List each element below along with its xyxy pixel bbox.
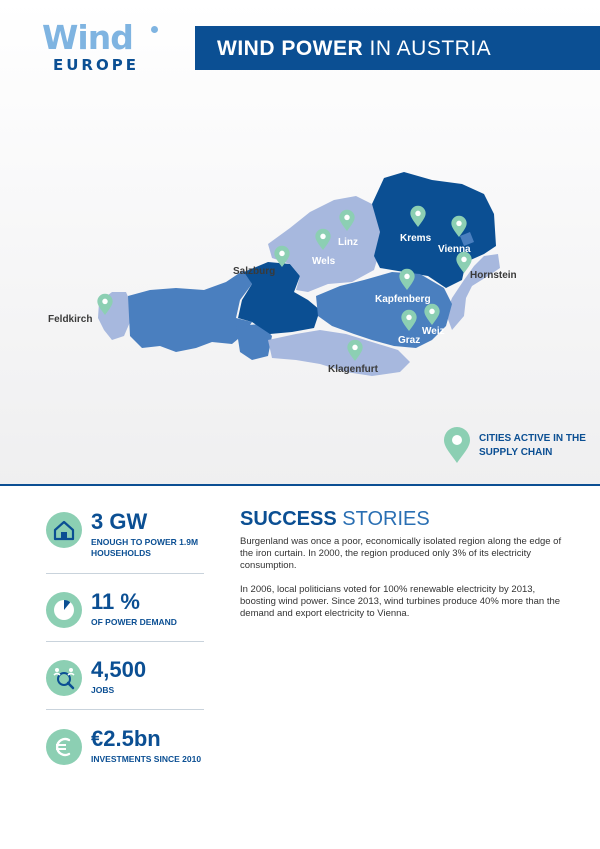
city-label-graz: Graz xyxy=(398,335,421,346)
stat-jobs xyxy=(46,658,206,720)
stat-separator xyxy=(46,641,204,642)
page-title xyxy=(217,36,491,62)
city-label-hornstein: Hornstein xyxy=(470,270,517,281)
logo-dot xyxy=(151,26,158,33)
austria-map xyxy=(0,150,600,410)
people-icon xyxy=(46,660,82,696)
title-bar xyxy=(195,26,600,70)
city-label-salzburg: Salzburg xyxy=(233,266,276,277)
stat-demand xyxy=(46,590,206,652)
euro-icon xyxy=(46,729,82,765)
stat-separator xyxy=(46,709,204,710)
success-stories-heading xyxy=(240,507,430,531)
city-label-vienna: Vienna xyxy=(438,244,471,255)
stat-value: €2.5bn xyxy=(91,726,161,751)
story-paragraph: In 2006, local politicians voted for 100% renewable electricity by 2013, boosting wind power. Since 2013, wind turbines produce 40% more than the demand and export electricity to Vienna. xyxy=(240,584,561,619)
stat-value: 4,500 xyxy=(91,657,147,682)
city-label-kapfenberg: Kapfenberg xyxy=(375,294,431,305)
stat-label: INVESTMENTS SINCE 2010 xyxy=(91,754,202,764)
stat-label: ENOUGH TO POWER 1.9M HOUSEHOLDS xyxy=(91,537,199,558)
stat-value: 11 % xyxy=(91,589,140,614)
stat-separator xyxy=(46,573,204,574)
legend-label: CITIES ACTIVE IN THE SUPPLY CHAIN xyxy=(479,433,586,458)
city-label-weiz: Weiz xyxy=(422,326,445,337)
stat-label: OF POWER DEMAND xyxy=(91,617,177,627)
stat-value: 3 GW xyxy=(91,509,148,534)
pie-chart-icon xyxy=(46,592,82,628)
city-label-krems: Krems xyxy=(400,233,432,244)
city-label-feldkirch: Feldkirch xyxy=(48,314,93,325)
city-label-wels: Wels xyxy=(312,256,336,267)
page-title-rest: IN AUSTRIA xyxy=(369,37,492,60)
map-legend xyxy=(442,426,592,466)
house-icon xyxy=(46,512,82,548)
stories-title-bold: SUCCESS xyxy=(240,508,337,530)
stat-capacity xyxy=(46,510,206,572)
logo-europe-text: EUROPE xyxy=(53,56,139,74)
map-pin-icon xyxy=(442,426,472,464)
stat-investments xyxy=(46,727,206,789)
stories-title-rest: STORIES xyxy=(342,508,430,530)
page-title-bold: WIND POWER xyxy=(217,37,364,60)
city-label-linz: Linz xyxy=(338,237,358,248)
stat-label: JOBS xyxy=(91,685,115,695)
logo-wind-text: Wind xyxy=(42,18,133,57)
region-tyrol xyxy=(128,270,252,352)
windeurope-logo xyxy=(42,20,162,75)
section-divider xyxy=(0,484,600,486)
city-label-klagenfurt: Klagenfurt xyxy=(328,364,378,375)
story-paragraph: Burgenland was once a poor, economically isolated region along the edge of the iron curtain. In 2000, the region produced only 3% of its electricity consumption. xyxy=(240,536,562,571)
